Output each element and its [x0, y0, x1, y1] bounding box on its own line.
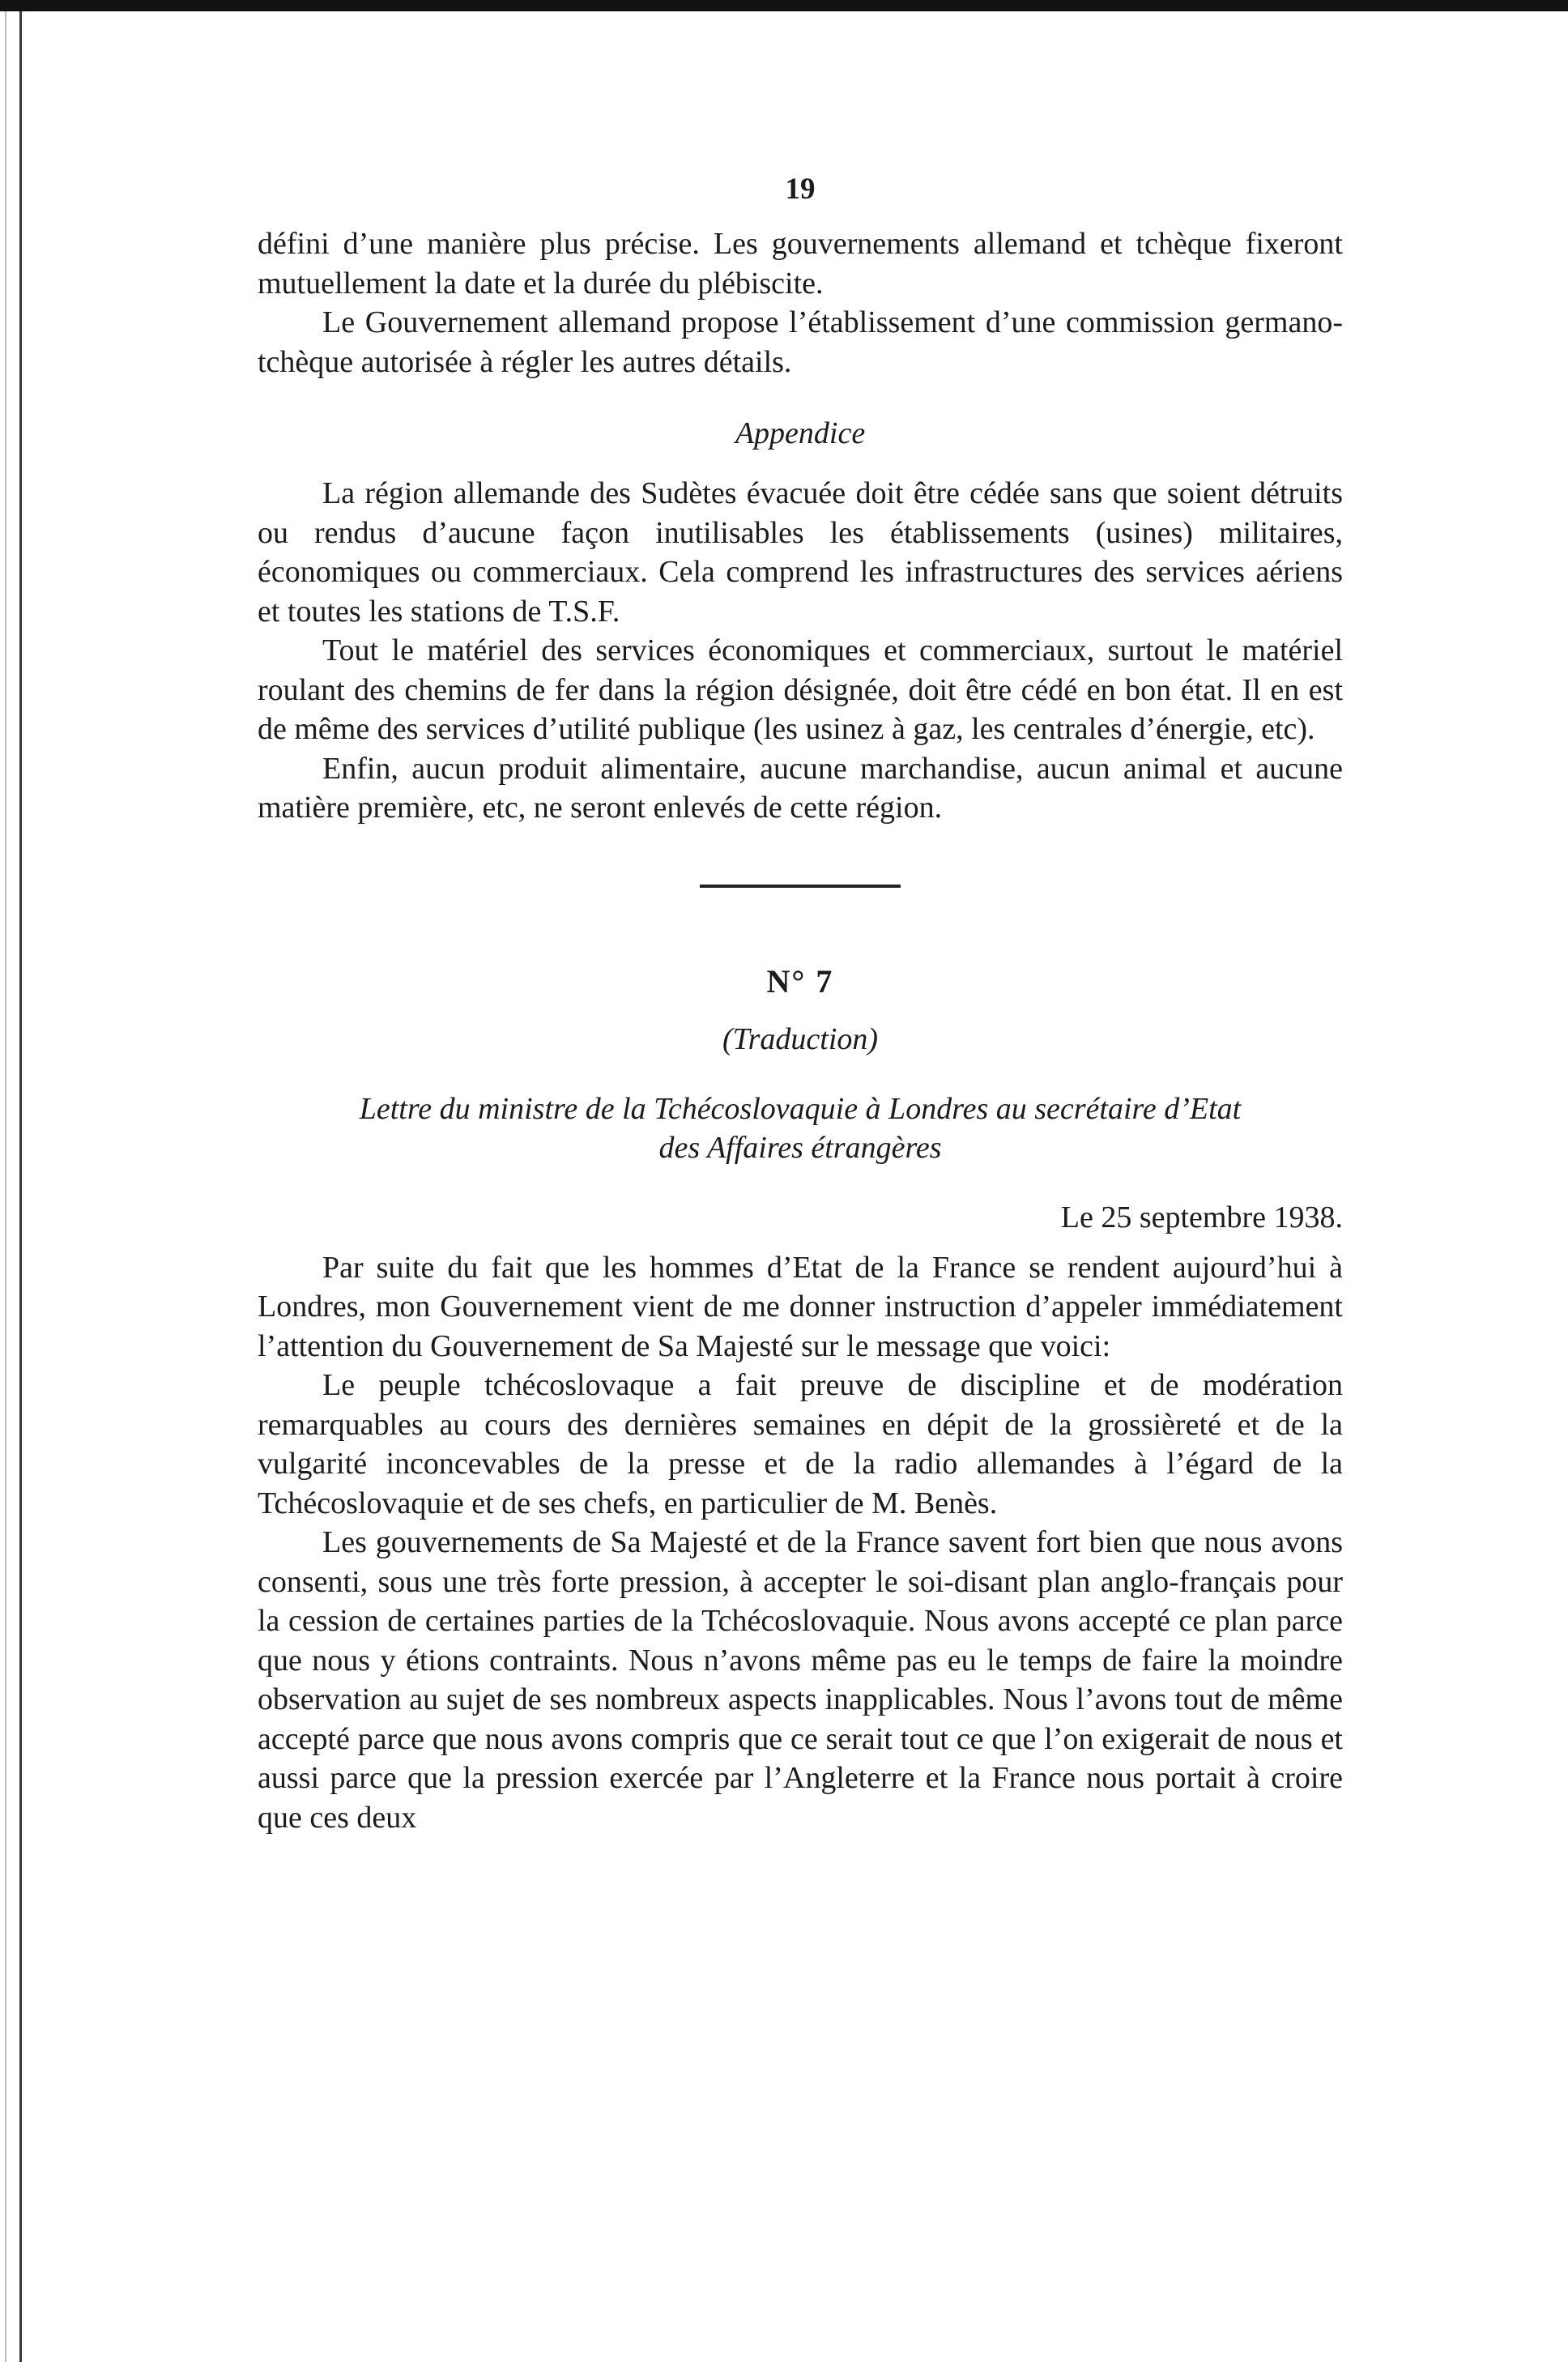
scan-left-border: [19, 11, 22, 2362]
document-page: [258, 162, 1343, 1837]
appendix-paragraph: Tout le matériel des services économiques et commerciaux, surtout le matériel roulant des chemins de fer dans la région désignée, doit être cédé en bon état. Il en est de même des services d’utilité publique (les usinez à gaz, les centrales d’énergie, etc).: [258, 633, 1343, 746]
letter-title-line: Lettre du ministre de la Tchécoslovaquie à Londres au secrétaire d’Etat: [359, 1091, 1242, 1126]
section-separator: [700, 885, 901, 888]
scan-top-border: [0, 0, 1568, 11]
letter-title-line: des Affaires étrangères: [658, 1130, 942, 1165]
translation-note: [258, 1021, 1343, 1057]
letter-date: Le 25 septembre 1938.: [1060, 1200, 1343, 1234]
appendix-paragraph: Enfin, aucun produit alimentaire, aucune marchandise, aucun animal et aucune matière première, etc, ne seront enlevés de cette région.: [258, 751, 1343, 825]
page-number: 19: [785, 173, 816, 206]
continuation-paragraph: défini d’une manière plus précise. Les gouvernements allemand et tchèque fixeront mutuellement la date et la durée du plébiscite.: [258, 227, 1343, 301]
appendix-paragraph: La région allemande des Sudètes évacuée doit être cédée sans que soient détruits ou rendus d’aucune façon inutilisables les établissements (usines) militaires, économiques ou commerciaux. Cela comprend les infrastructures des services aériens et toutes les stations de T.S.F.: [258, 476, 1343, 629]
letter-paragraph: Le peuple tchécoslovaque a fait preuve de discipline et de modération remarquables au cours des dernières semaines en dépit de la grossièreté et de la vulgarité inconcevables de la presse et de la radio allemandes à l’égard de la Tchécoslovaquie et de ses chefs, en particulier de M. Benès.: [258, 1368, 1343, 1520]
document-number: N° 7: [766, 962, 834, 1000]
appendix-heading: Appendice: [735, 416, 866, 450]
letter-paragraph: Par suite du fait que les hommes d’Etat de la France se rendent aujourd’hui à Londres, mon Gouvernement vient de me donner instruction d’appeler immédiatement l’attention du Gouvernement de Sa Majesté sur le message que voici:: [258, 1250, 1343, 1363]
letter-paragraph: Les gouvernements de Sa Majesté et de la France savent fort bien que nous avons consenti, sous une très forte pression, à accepter le soi-disant plan anglo-français pour la cession de certaines parties de la Tchécoslovaquie. Nous avons accepté ce plan parce que nous y étions contraints. Nous n’avons même pas eu le temps de faire la moindre observation au sujet de ses nombreux aspects inapplicables. Nous l’avons tout de même accepté parce que nous avons compris que ce serait tout ce que l’on exigerait de nous et aussi parce que la pression exercée par l’Angleterre et la France nous portait à croire que ces deux: [258, 1525, 1343, 1835]
continuation-paragraph: Le Gouvernement allemand propose l’établissement d’une commission germano-tchèque autorisée à régler les autres détails.: [258, 305, 1343, 379]
scan-left-shadow: [5, 11, 6, 2362]
letter-title: [258, 1089, 1343, 1167]
translation-note-text: (Traduction): [722, 1021, 879, 1056]
